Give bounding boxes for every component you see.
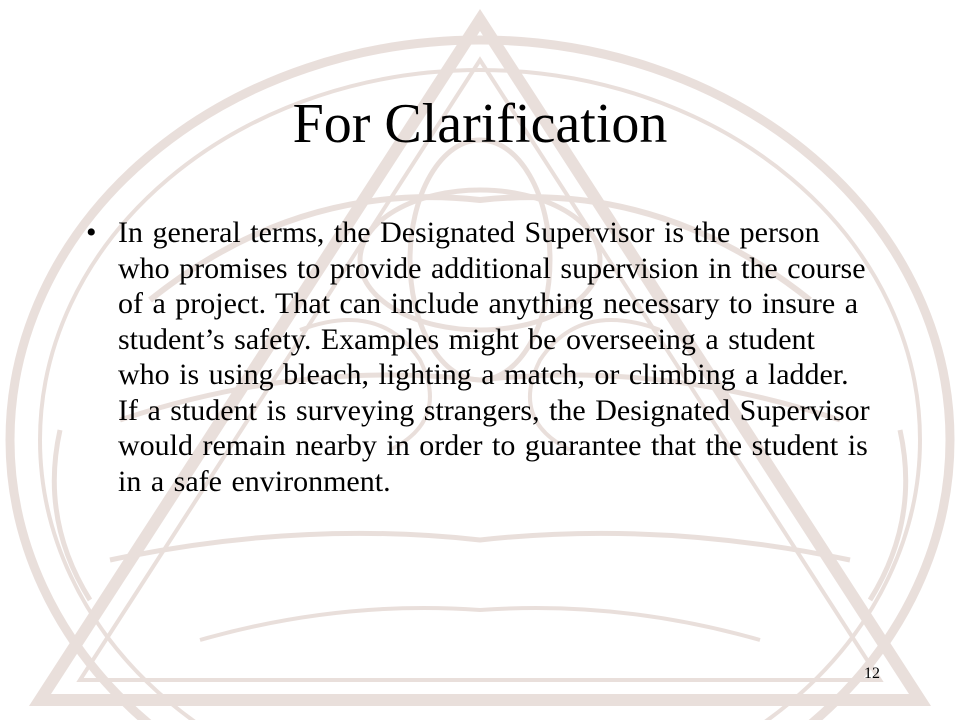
list-item: [86, 215, 876, 499]
bullet-list: [86, 215, 876, 499]
bullet-icon: •: [86, 216, 97, 249]
slide-title: For Clarification: [292, 93, 668, 155]
slide-number: 12: [864, 665, 880, 682]
bullet-text: In general terms, the Designated Supervisor is the person who promises to provide additional supervision in the course of a project. That can include anything necessary to insure a student’s safety. Examples might be overseeing a student who is using bleach, lighting a match, or climbing a ladder. If a student is surveying strangers, the Designated Supervisor would remain nearby in order to guarantee that the student is in a safe environment.: [118, 216, 870, 498]
